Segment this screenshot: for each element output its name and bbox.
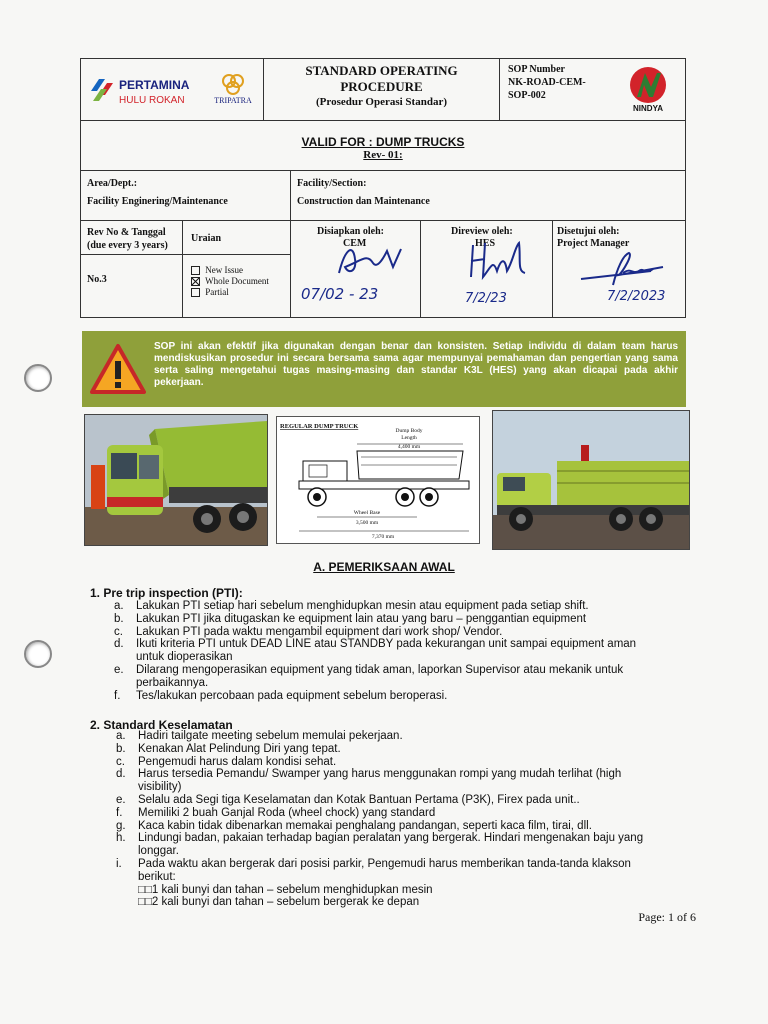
list-text: Hadiri tailgate meeting sebelum memulai pekerjaan. — [138, 730, 403, 742]
list-text: Harus tersedia Pemandu/ Swamper yang harus menggunakan rompi yang mudah terlihat (high — [138, 768, 622, 781]
doc-title-line2: PROCEDURE — [340, 79, 423, 94]
list-text: Kaca kabin tidak dibenarkan memakai penghalang pandangan, seperti kaca film, tirai, dll. — [138, 819, 592, 832]
reviewed-by: HES — [475, 238, 496, 249]
list-marker: d. — [114, 638, 124, 651]
list-marker: c. — [114, 625, 123, 638]
title-cell — [264, 59, 500, 121]
list-marker: e. — [116, 794, 126, 806]
reviewed-signature — [461, 237, 531, 285]
tripatra-name: TRIPATRA — [214, 96, 252, 105]
area-cell — [81, 171, 291, 221]
list-text: Lakukan PTI jika ditugaskan ke equipment lain atau yang baru – penggantian equipment — [136, 612, 587, 625]
list-text: Memiliki 2 buah Ganjal Roda (wheel chock) yang standard — [138, 806, 436, 819]
warning-icon — [90, 343, 146, 395]
facility-label: Facility/Section: — [297, 178, 367, 189]
section2-title: 2. Standard Keselamatan — [90, 718, 233, 732]
page-number: Page: 1 of 6 — [638, 910, 696, 924]
area-value: Facility Enginering/Maintenance — [87, 196, 228, 207]
wheel-base-label: Wheel Base — [353, 510, 381, 516]
check-partial[interactable]: Partial — [191, 287, 282, 298]
header-table — [80, 58, 686, 318]
overall-length-value: 7,370 mm — [371, 534, 395, 540]
list-marker: i. — [116, 858, 122, 870]
list-text: Lindungi badan, pakaian terhadap bagian peralatan yang bergerak. Hindari mengenakan baju yang — [138, 832, 644, 845]
list-marker: e. — [114, 664, 124, 676]
revno-label-2: (due every 3 years) — [87, 240, 168, 251]
list-marker: f. — [114, 689, 121, 702]
list-text: perbaikannya. — [136, 676, 209, 689]
approved-cell — [553, 221, 685, 317]
uraian-label: Uraian — [191, 233, 221, 244]
prepared-label: Disiapkan oleh: — [317, 226, 384, 237]
logos-cell — [81, 59, 264, 121]
area-label: Area/Dept.: — [87, 178, 138, 189]
diagram-caption: REGULAR DUMP TRUCK — [280, 423, 359, 430]
list-text: Lakukan PTI pada waktu mengambil equipment dari work shop/ Vendor. — [136, 625, 503, 638]
checkbox[interactable] — [191, 277, 200, 286]
doc-title-line1: STANDARD OPERATING — [305, 63, 458, 78]
dump-body-label: Dump Body — [395, 428, 423, 434]
list-marker: f. — [116, 806, 123, 819]
approved-date: 7/2/2023 — [607, 289, 666, 304]
sop-number-1: NK-ROAD-CEM- — [508, 77, 586, 88]
revision: Rev- 01: — [363, 149, 403, 161]
revno-value: No.3 — [87, 274, 107, 285]
list-marker: h. — [116, 832, 126, 845]
list-text: berikut: — [138, 870, 176, 883]
doc-title-line3: (Prosedur Operasi Standar) — [316, 96, 447, 108]
uraian-cell — [183, 255, 291, 317]
list-text: □□1 kali bunyi dan tahan – sebelum menghidupkan mesin — [138, 883, 433, 896]
prepared-date: 07/02 - 23 — [301, 285, 379, 303]
revno-label-1: Rev No & Tanggal — [87, 227, 166, 238]
list-text: Pengemudi harus dalam kondisi sehat. — [138, 755, 337, 768]
list-marker: a. — [116, 730, 126, 742]
checkbox[interactable] — [191, 266, 200, 275]
list-text: Selalu ada Segi tiga Keselamatan dan Kotak Bantuan Pertama (P3K), Firex pada unit.. — [138, 794, 580, 806]
checkbox[interactable] — [191, 288, 200, 297]
list-text: untuk dioperasikan — [136, 651, 233, 664]
revno-value-cell — [81, 255, 183, 317]
punch-hole — [24, 640, 52, 668]
pertamina-logo — [89, 69, 197, 109]
approved-label: Disetujui oleh: — [557, 226, 620, 237]
sop-number-2: SOP-002 — [508, 90, 546, 101]
nindya-logo — [615, 63, 681, 117]
valid-for-cell — [81, 121, 685, 171]
list-text: Lakukan PTI setiap hari sebelum menghidupkan mesin atau equipment pada setiap shift. — [136, 600, 589, 612]
truck-photo-right — [492, 410, 690, 550]
reviewed-cell — [421, 221, 553, 317]
list-text: Tes/lakukan percobaan pada equipment sebelum beroperasi. — [136, 689, 448, 702]
list-text: □□2 kali bunyi dan tahan – sebelum bergerak ke depan — [138, 896, 420, 909]
list-marker: b. — [116, 742, 126, 755]
uraian-label-cell — [183, 221, 291, 255]
facility-value: Construction dan Maintenance — [297, 196, 430, 207]
pertamina-sub: HULU ROKAN — [119, 95, 185, 106]
revno-label-cell — [81, 221, 183, 255]
check-whole-document[interactable]: Whole Document — [191, 276, 282, 287]
check-new-issue[interactable]: New Issue — [191, 265, 282, 276]
section1-title: 1. Pre trip inspection (PTI): — [90, 586, 243, 600]
warning-banner — [82, 331, 686, 407]
length-value: 4,400 mm — [397, 444, 421, 450]
list-text: longgar. — [138, 845, 179, 858]
list-marker: g. — [116, 819, 126, 832]
punch-hole — [24, 364, 52, 392]
sop-number-label: SOP Number — [508, 64, 565, 75]
dump-truck-diagram — [276, 416, 480, 544]
list-text: visibility) — [138, 781, 182, 794]
tripatra-logo — [203, 69, 263, 109]
prepared-cell — [291, 221, 421, 317]
list-marker: d. — [116, 768, 126, 781]
approved-by: Project Manager — [557, 238, 630, 249]
length-label: Length — [401, 435, 417, 441]
truck-photo-left — [84, 414, 268, 546]
wheel-base-value: 3,500 mm — [355, 520, 379, 526]
list-text: Pada waktu akan bergerak dari posisi parkir, Pengemudi harus memberikan tanda-tanda klakson — [138, 858, 631, 870]
approved-signature — [573, 249, 673, 289]
section-title: A. PEMERIKSAAN AWAL — [313, 560, 455, 574]
reviewed-date: 7/2/23 — [465, 291, 507, 306]
list-marker: c. — [116, 755, 125, 768]
list-marker: a. — [114, 600, 124, 612]
facility-cell — [291, 171, 685, 221]
warning-text: SOP ini akan efektif jika digunakan dengan benar dan konsisten. Setiap individu di dalam team harus mendiskusikan prosedur ini secara bersama sama agar mempunyai pemahaman dan pengertian yang sama serta saling mengetahui tugas masing-masing dan standar K3L (HES) yang akan dicapai pada akhir pekerjaan. — [154, 341, 678, 388]
prepared-signature — [331, 239, 411, 279]
pertamina-name: PERTAMINA — [119, 78, 190, 92]
list-text: Dilarang mengoperasikan equipment yang tidak aman, laporkan Supervisor atau mekanik untuk — [136, 664, 624, 676]
list-marker: b. — [114, 612, 124, 625]
nindya-name: NINDYA — [633, 104, 663, 113]
sop-number-cell — [500, 59, 685, 121]
list-text: Kenakan Alat Pelindung Diri yang tepat. — [138, 742, 341, 755]
list-text: Ikuti kriteria PTI untuk DEAD LINE atau STANDBY pada kekurangan unit sampai equipment aman — [136, 638, 637, 651]
reviewed-label: Direview oleh: — [451, 226, 513, 237]
prepared-by: CEM — [343, 238, 367, 249]
valid-for: VALID FOR : DUMP TRUCKS — [301, 135, 465, 149]
